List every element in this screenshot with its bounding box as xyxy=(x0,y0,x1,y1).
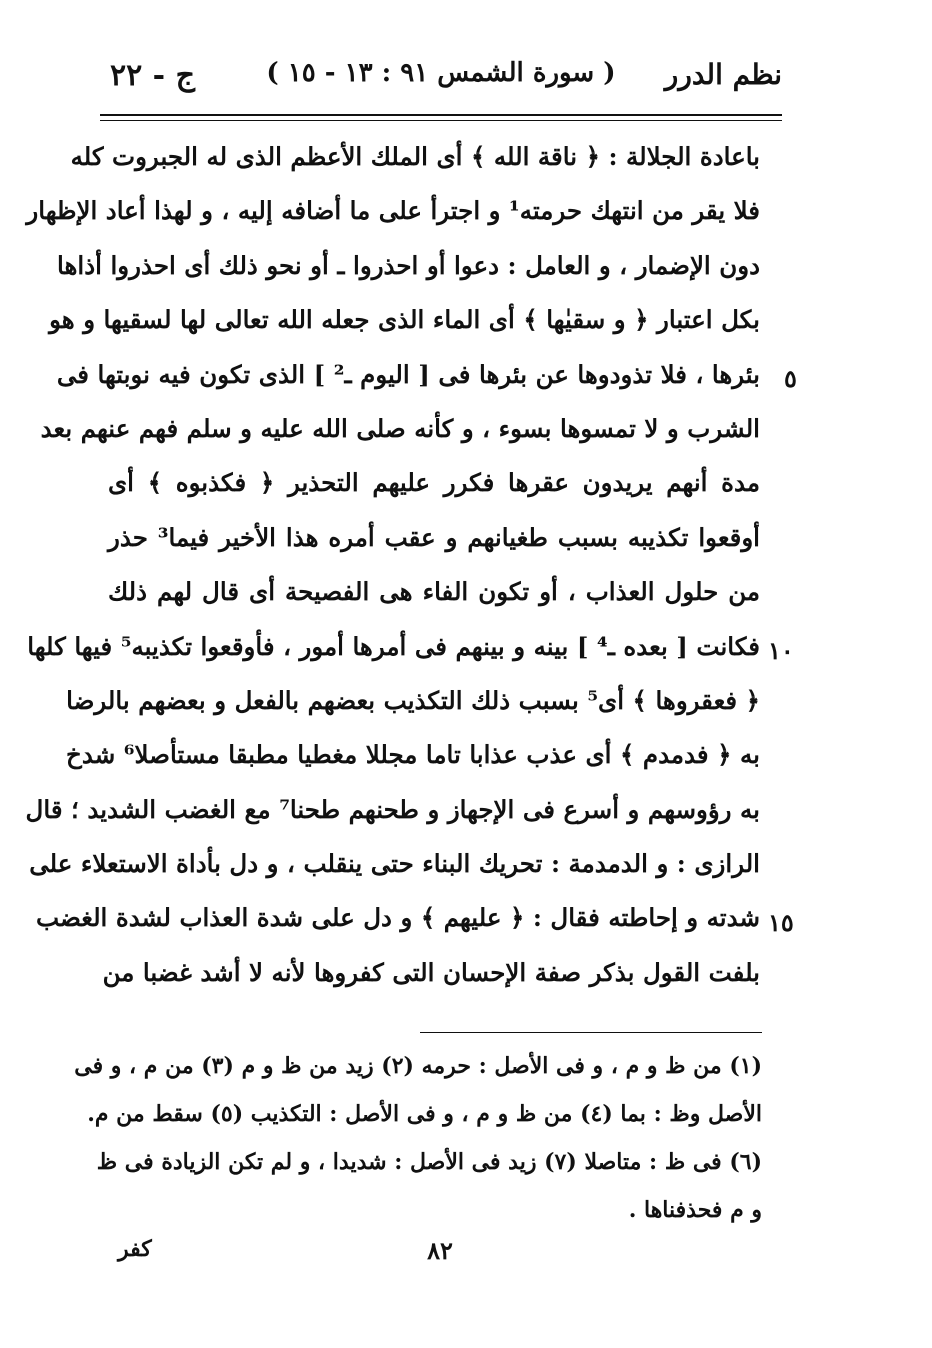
text-line: شدته و إحاطته فقال : ﴿ عليهم ﴾ و دل على شدة العذاب لشدة الغضب xyxy=(35,903,760,933)
surah-reference: ( سورة الشمس ٩١ : ١٣ - ١٥ ) xyxy=(266,58,616,88)
footnote-separator xyxy=(420,1032,762,1033)
text-line: بلفت القول بذكر صفة الإحسان التى كفروها لأنه لا أشد غضبا من xyxy=(102,957,760,987)
line-number-10: ١٠ xyxy=(768,636,794,665)
page-number: ٨٢ xyxy=(427,1236,453,1265)
text-line: ﴿ فعقروها ﴾ أى⁵ بسبب ذلك التكذيب بعضهم بالفعل و بعضهم بالرضا xyxy=(66,685,760,715)
header-rule-thick xyxy=(100,114,782,116)
catchword: كفر xyxy=(118,1236,152,1262)
text-line: مدة أنهم يريدون عقرها فكرر عليهم التحذير ﴿ فكذبوه ﴾ أى xyxy=(108,468,760,498)
footnotes xyxy=(74,1042,762,1234)
footnote-line: الأصل وظ : بما (٤) من ظ و م ، و فى الأصل : التكذيب (٥) سقط من م. xyxy=(87,1101,762,1127)
text-line: فكانت [ بعده ـ⁴ ] بينه و بينهم فى أمرها أمور ، فأوقعوا تكذيبه⁵ فيها كلها xyxy=(27,631,760,661)
text-line: به رؤوسهم و أسرع فى الإجهاز و طحنهم طحنا⁷ مع الغضب الشديد ؛ قال xyxy=(25,794,760,824)
text-line: الشرب و لا تمسوها بسوء ، و كأنه صلى الله عليه و سلم فهم عنهم بعد xyxy=(40,413,760,443)
text-line: باعادة الجلالة : ﴿ ناقة الله ﴾ أى الملك الأعظم الذى له الجبروت كله xyxy=(70,142,760,171)
running-header xyxy=(100,58,782,108)
footnote-line: (٦) فى ظ : متاصلا (٧) زيد فى الأصل : شديدا ، و لم تكن الزيادة فى ظ xyxy=(96,1149,762,1175)
header-rule-thin xyxy=(100,120,782,121)
footnote-line: و م فحذفناها . xyxy=(628,1197,762,1223)
text-line: أوقعوا تكذيبه بسبب طغيانهم و عقب أمره هذا الأخير فيما³ حذر xyxy=(108,522,760,552)
text-line: من حلول العذاب ، أو تكون الفاء هى الفصيحة أى قال لهم ذلك xyxy=(108,577,760,607)
text-line: بئرها ، فلا تذودوها عن بئرها فى [ اليوم ـ² ] الذى تكون فيه نوبتها فى xyxy=(56,359,760,389)
line-number-15: ١٥ xyxy=(768,908,794,937)
footnote-line: (١) من ظ و م ، و فى الأصل : حرمه (٢) زيد من ظ و م (٣) من م ، و فى xyxy=(74,1053,762,1079)
text-line: دون الإضمار ، و العامل : دعوا أو احذروا ـ أو نحو ذلك أى احذروا أذاها xyxy=(57,250,760,280)
text-line: فلا يقر من انتهك حرمته¹ و اجترأ على ما أضافه إليه ، و لهذا أعاد الإظهار xyxy=(26,196,760,226)
text-line: بكل اعتبار ﴿ و سقيٰها ﴾ أى الماء الذى جعله الله تعالى لها لسقيها و هو xyxy=(49,305,760,335)
volume-label: ج - ٢٢ xyxy=(110,58,195,93)
main-text xyxy=(25,130,760,1000)
line-number-5: ٥ xyxy=(784,364,797,393)
book-title: نظم الدرر xyxy=(664,58,782,91)
text-line: الرازى : و الدمدمة : تحريك البناء حتى ينقلب ، و دل بأداة الاستعلاء على xyxy=(29,849,760,879)
text-line: به ﴿ فدمدم ﴾ أى عذب عذابا تاما مجللا مغطيا مطبقا مستأصلا⁶ شدخ xyxy=(66,740,760,770)
